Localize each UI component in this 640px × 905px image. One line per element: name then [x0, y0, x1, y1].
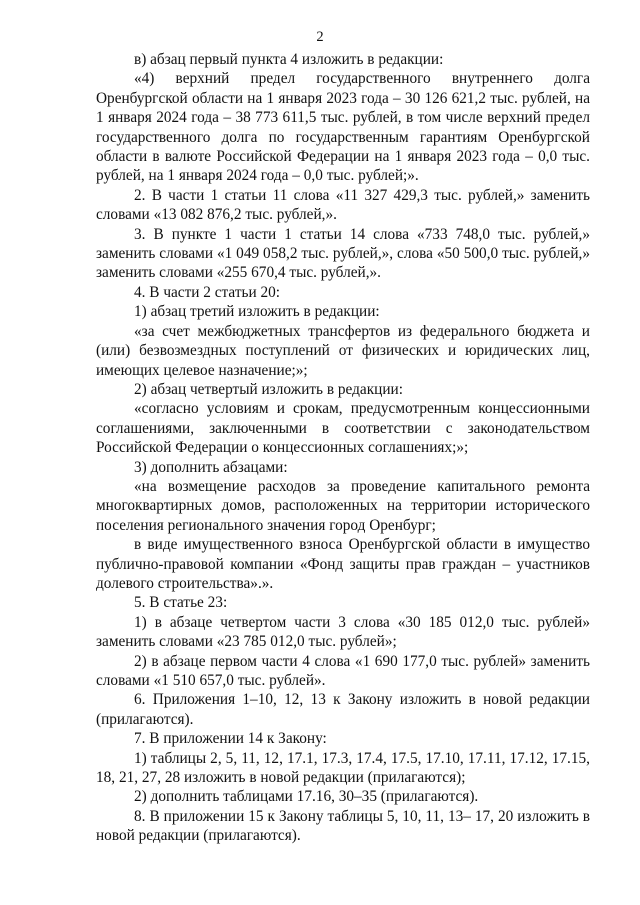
paragraph: 5. В статье 23:: [134, 594, 228, 612]
page-number: 2: [316, 29, 324, 45]
paragraph: 2) дополнить таблицами 17.16, 30–35 (прилагаются).: [134, 788, 479, 806]
paragraph: 3. В пункте 1 части 1 статьи 14 слова «733 748,0 тыс. рублей,» заменить словами «1 049 058,2 тыс. рублей,», слова «50 500,0 тыс. рублей,» заменить словами «255 670,4 тыс. рублей,».: [96, 225, 590, 282]
paragraph: в виде имущественного взноса Оренбургской области в имущество публично-правовой компании «Фонд защиты прав граждан – участников долевого строительства».».: [96, 536, 590, 592]
paragraph: 2) абзац четвертый изложить в редакции:: [134, 380, 403, 398]
paragraph: в) абзац первый пункта 4 изложить в редакции:: [134, 51, 444, 68]
paragraph: «согласно условиям и срокам, предусмотренным концессионными соглашениями, заключенными в соответствии с законодательством Российской Федерации о концессионных соглашениях;»;: [96, 400, 590, 457]
paragraph: 2) в абзаце первом части 4 слова «1 690 177,0 тыс. рублей» заменить словами «1 510 657,0 тыс. рублей».: [96, 652, 590, 689]
paragraph: 4. В части 2 статьи 20:: [134, 283, 281, 301]
paragraph: 1) таблицы 2, 5, 11, 12, 17.1, 17.3, 17.4, 17.5, 17.10, 17.11, 17.12, 17.15, 18, 21, 27, 28 изложить в новой редакции (прилагаются);: [96, 749, 590, 787]
paragraph: 2. В части 1 статьи 11 слова «11 327 429,3 тыс. рублей,» заменить словами «13 082 876,2 тыс. рублей,».: [96, 186, 590, 224]
document-body: [96, 50, 590, 846]
paragraph: 1) абзац третий изложить в редакции:: [134, 303, 380, 321]
paragraph: 1) в абзаце четвертом части 3 слова «30 185 012,0 тыс. рублей» заменить словами «23 785 012,0 тыс. рублей»;: [96, 613, 590, 651]
paragraph: «на возмещение расходов за проведение капитального ремонта многоквартирных домов, расположенных на территории исторического поселения регионального значения город Оренбург;: [96, 477, 590, 534]
paragraph: «за счет межбюджетных трансфертов из федерального бюджета и (или) безвозмездных поступлений от физических и юридических лиц, имеющих целевое назначение;»;: [96, 322, 590, 379]
paragraph: «4) верхний предел государственного внутреннего долга Оренбургской области на 1 января 2023 года – 30 126 621,2 тыс. рублей, на 1 января 2024 года – 38 773 611,5 тыс. рублей, в том числе верхний предел государственного долга по государственным гарантиям Оренбургской области в валюте Российской Федерации на 1 января 2023 года – 0,0 тыс. рублей, на 1 января 2024 года – 0,0 тыс. рублей;».: [96, 70, 590, 185]
paragraph: 3) дополнить абзацами:: [134, 458, 288, 476]
paragraph: 8. В приложении 15 к Закону таблицы 5, 10, 11, 13– 17, 20 изложить в новой редакции (прилагаются).: [96, 807, 590, 845]
paragraph: 7. В приложении 14 к Закону:: [134, 730, 327, 748]
paragraph: 6. Приложения 1–10, 12, 13 к Закону изложить в новой редакции (прилагаются).: [96, 691, 590, 728]
